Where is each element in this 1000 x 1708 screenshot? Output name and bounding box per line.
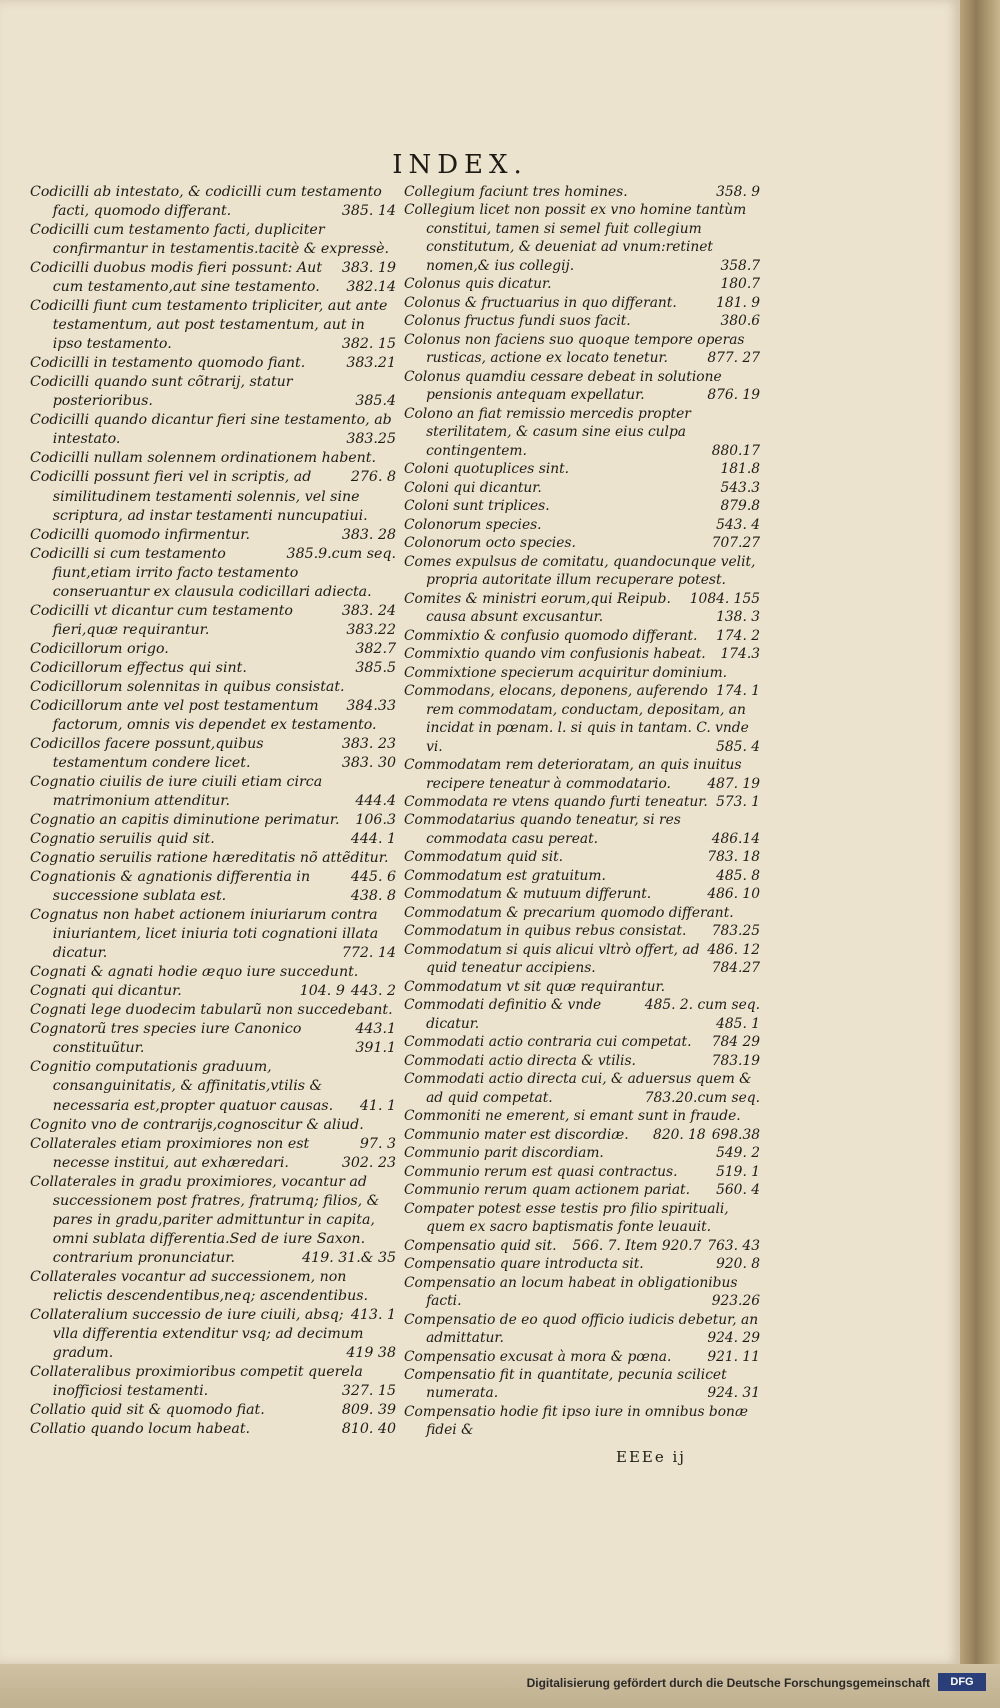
index-entry	[404, 553, 760, 607]
index-entry	[404, 1144, 760, 1162]
entry-text: Codicilli nullam solennem ordinationem habent.	[30, 450, 377, 467]
entry-text: Colono an fiat remissio mercedis propter sterilitatem, & casum sine eius culpa contingentem.	[404, 405, 691, 459]
index-entry	[404, 664, 760, 700]
index-entry	[30, 297, 396, 354]
index-entry	[404, 1070, 760, 1107]
entry-text: Cognati & agnati hodie æquo iure succedunt.	[30, 964, 359, 981]
page-reference: 413. 1	[350, 1306, 396, 1323]
page-reference: 443. 2	[350, 983, 396, 1000]
entry-text: Commodati actio contraria cui competat.	[404, 1034, 692, 1051]
page-reference: 810. 40	[341, 1421, 396, 1438]
page-reference: 543. 4	[716, 516, 760, 533]
entry-text: Compensatio excusat à mora & pœna.	[404, 1348, 672, 1365]
entry-text: Communio parit discordiam.	[404, 1145, 604, 1162]
index-entry	[404, 1348, 760, 1366]
index-entry	[30, 678, 396, 714]
entry-text: Commodatum & mutuum differunt.	[404, 886, 652, 903]
page-reference: 921. 11	[707, 1348, 760, 1365]
entry-text: Commodatarius quando teneatur, si res commodata casu pereat.	[404, 812, 681, 847]
dfg-logo: DFG	[938, 1673, 986, 1691]
index-entry	[404, 405, 760, 460]
page-reference: 585. 4	[716, 738, 760, 755]
index-entry	[30, 1135, 396, 1173]
entry-text: Codicilli cum testamento facti, dupliciter confirmantur in testamentis.tacitè & expressè.	[30, 222, 390, 258]
index-entry	[404, 368, 760, 405]
page-reference: 783.19	[711, 1052, 760, 1069]
entry-text: Coloni qui dicantur.	[404, 479, 542, 496]
page-reference: 382.7	[355, 640, 396, 657]
entry-text: Commoniti ne emerent, si emant sunt in fraude.	[404, 1108, 741, 1125]
index-entry	[30, 1020, 396, 1058]
entry-text: Compensatio quare introducta sit.	[404, 1256, 644, 1273]
index-entry	[30, 830, 396, 849]
page-reference: 487. 19	[707, 775, 760, 792]
entry-text: Commodati actio directa & vtilis.	[404, 1052, 636, 1069]
index-entry	[30, 868, 396, 906]
entry-text: Collegium faciunt tres homines.	[404, 184, 628, 200]
index-entry	[404, 312, 760, 330]
entry-text: Collatio quid sit & quomodo fiat.	[30, 1402, 265, 1418]
page-reference: 385.5	[355, 659, 396, 676]
page-reference: 383.25	[346, 431, 396, 448]
page-reference: 276. 8	[350, 469, 396, 486]
entry-text: Collateralium successio de iure ciuili, absq; vlla differentia extenditur vsq; ad decimum gradum.	[30, 1306, 364, 1361]
index-entry	[404, 534, 760, 552]
page-reference: 385. 14	[341, 203, 396, 220]
entry-text: Cognatorũ tres species iure Canonico constituũtur.	[30, 1021, 302, 1057]
page-reference: 876. 19	[707, 387, 760, 404]
page-reference: 181. 9	[716, 294, 760, 311]
page-reference: 382. 15	[341, 336, 396, 353]
page-reference: 820. 18	[653, 1126, 706, 1143]
page-reference: 486. 10	[707, 886, 760, 903]
index-entry	[404, 867, 760, 885]
digitization-credit: Digitalisierung gefördert durch die Deutsche Forschungsgemeinschaft	[526, 1676, 930, 1690]
page-reference: 879.8	[720, 498, 760, 515]
page-reference: 485. 1	[716, 1015, 760, 1032]
page-reference: 784.27	[711, 960, 760, 977]
entry-text: Codicilli vt dicantur cum testamento fieri,quæ requirantur.	[30, 602, 293, 638]
page-reference: 924. 31	[707, 1385, 760, 1402]
index-entry	[30, 1363, 396, 1401]
page-reference: 763. 43	[707, 1237, 760, 1254]
entry-text: Cognatio an capitis diminutione perimatur.	[30, 812, 340, 829]
index-entry	[404, 793, 760, 811]
page-reference: 385.4	[355, 393, 396, 410]
page-reference: 383. 19	[341, 260, 396, 277]
entry-text: Collaterales etiam proximiores non est necesse institui, aut exhæredari.	[30, 1135, 310, 1171]
page-reference: 772. 14	[341, 945, 396, 962]
page-reference: 384.33	[346, 697, 396, 714]
index-entry	[30, 1268, 396, 1323]
index-entry	[404, 1181, 760, 1199]
entry-text: Codicilli quando sunt cõtrarij, statur posterioribus.	[30, 374, 293, 410]
index-entry	[404, 627, 760, 645]
index-entry	[30, 640, 396, 659]
page-reference: 391.1	[355, 1040, 396, 1057]
entry-text: Colonus & fructuarius in quo differant.	[404, 294, 677, 311]
page-reference: 180.7	[720, 276, 760, 293]
entry-text: Coloni sunt triplices.	[404, 498, 550, 515]
entry-text: Commixtione specierum acquiritur dominium.	[404, 664, 728, 681]
entry-text: Commodata re vtens quando furti teneatur.	[404, 793, 708, 810]
page-reference: 302. 23	[341, 1154, 396, 1171]
page-reference: 106.3	[355, 812, 396, 829]
page-reference: 485. 2. cum seq.	[644, 997, 760, 1014]
entry-text: Cognatio ciuilis de iure ciuili etiam circa matrimonium attenditur.	[30, 773, 323, 809]
entry-text: Codicilli in testamento quomodo fiant.	[30, 355, 306, 372]
page-reference: 97. 3	[359, 1135, 396, 1152]
page-reference: 486. 12	[707, 941, 760, 958]
left-column	[30, 183, 396, 1439]
entry-text: Codicilli si cum testamento fiunt,etiam irrito facto testamento conseruantur ex clausula codicillari adiecta.	[30, 545, 372, 600]
entry-text: Communio mater est discordiæ.	[404, 1126, 629, 1143]
entry-text: Colonus fructus fundi suos facit.	[404, 313, 631, 330]
entry-text: Colonorum species.	[404, 516, 542, 533]
entry-text: Cognationis & agnationis differentia in successione sublata est.	[30, 869, 311, 905]
entry-text: Codicillorum solennitas in quibus consistat.	[30, 678, 345, 695]
page-reference: 104. 9	[299, 983, 345, 1000]
entry-text: Codicillorum origo.	[30, 640, 169, 657]
index-entry	[404, 1403, 760, 1440]
index-entry	[30, 1058, 396, 1115]
entry-text: Compensatio quid sit.	[404, 1237, 557, 1254]
page-reference: 383. 23	[341, 735, 396, 752]
index-entry	[404, 756, 760, 793]
index-entry	[30, 354, 396, 373]
page-reference: 560. 4	[716, 1182, 760, 1199]
entry-text: Codicillorum effectus qui sint.	[30, 659, 247, 676]
entry-text: Comes expulsus de comitatu, quandocunque velit, propria autoritate illum recuperare potest.	[404, 553, 756, 589]
entry-text: Colonus quamdiu cessare debeat in solutione pensionis antequam expellatur.	[404, 368, 722, 404]
index-entry	[30, 1116, 396, 1152]
index-entry	[404, 1163, 760, 1181]
page-reference: 783. 18	[707, 849, 760, 866]
entry-text: Cognitio computationis graduum, consanguinitatis, & affinitatis,vtilis & necessaria est,propter quatuor causas.	[30, 1059, 334, 1114]
page-reference: 385.9.cum seq.	[286, 545, 396, 562]
page-reference: 573. 1	[716, 793, 760, 810]
page-reference: 784 29	[711, 1034, 760, 1051]
page-reference: 924. 29	[707, 1330, 760, 1347]
entry-text: Commixtio quando vim confusionis habeat.	[404, 646, 706, 663]
entry-text: Commodans, elocans, deponens, auferendo rem commodatam, conductam, depositam, an incidat in pœnam. l. si quis in tantam. C. vnde vi.	[404, 683, 749, 755]
index-entry	[30, 183, 396, 221]
entry-text: Cognati qui dicantur.	[30, 983, 182, 1000]
index-entry	[30, 773, 396, 811]
index-entry	[30, 982, 396, 1001]
page-reference: 877. 27	[707, 350, 760, 367]
entry-text: Coloni quotuplices sint.	[404, 461, 570, 478]
page-reference: 549. 2	[716, 1145, 760, 1162]
entry-text: Collegium licet non possit ex vno homine tantùm constitui, tamen si semel fuit collegium constitutum, & deueniat ad vnum:retinet nomen,& ius collegij.	[404, 202, 747, 274]
entry-text: Colonorum octo species.	[404, 535, 576, 552]
page-reference: 358. 9	[716, 184, 760, 200]
index-entry	[30, 1001, 396, 1038]
page-reference: 382.14	[346, 279, 396, 296]
page-reference: 923.26	[711, 1293, 760, 1310]
page-reference: 698.38	[711, 1126, 760, 1143]
index-entry	[404, 1311, 760, 1348]
entry-text: Commixtio & confusio quomodo differant.	[404, 627, 698, 644]
page-reference: 543.3	[720, 479, 760, 496]
page-reference: 138. 3	[716, 609, 760, 626]
entry-text: Codicilli duobus modis fieri possunt: Aut cum testamento,aut sine testamento.	[30, 260, 323, 296]
index-entry	[404, 331, 760, 368]
page-reference: 485. 8	[716, 867, 760, 884]
page-reference: 566. 7. Item 920.7	[572, 1237, 702, 1254]
entry-text: Compensatio fit in quantitate, pecunia scilicet numerata.	[404, 1367, 727, 1402]
entry-text: Commodatum in quibus rebus consistat.	[404, 923, 687, 940]
page-reference: 419 38	[346, 1344, 396, 1361]
entry-text: Commodatum quid sit.	[404, 849, 564, 866]
entry-text: Commodatum est gratuitum.	[404, 867, 606, 884]
right-column	[404, 183, 760, 1440]
index-entry	[30, 373, 396, 411]
page-reference: 707.27	[711, 535, 760, 552]
index-entry	[30, 1306, 396, 1363]
page-reference: 383. 24	[341, 602, 396, 619]
entry-text: Compensatio hodie fit ipso iure in omnibus bonæ fidei &	[404, 1403, 748, 1439]
index-entry	[404, 682, 760, 756]
entry-text: Commodati definitio & vnde dicatur.	[404, 997, 602, 1032]
entry-text: Codicillorum ante vel post testamentum factorum, omnis vis dependet ex testamento.	[30, 697, 377, 733]
entry-text: Compater potest esse testis pro filio spirituali, quem ex sacro baptismatis fonte leuauit.	[404, 1200, 729, 1236]
entry-text: Codicilli ab intestato, & codicilli cum testamento facti, quomodo differant.	[30, 184, 382, 220]
page-reference: 444.4	[355, 793, 396, 809]
entry-text: Cognati lege duodecim tabularũ non succedebant.	[30, 1002, 393, 1019]
index-entry	[404, 645, 760, 663]
page-reference: 383.22	[346, 621, 396, 638]
index-entry	[30, 1401, 396, 1420]
signature-mark: EEEe ij	[616, 1448, 686, 1466]
entry-text: Codicilli quomodo infirmentur.	[30, 526, 250, 543]
entry-text: Commodatum vt sit quæ requirantur.	[404, 978, 666, 995]
page-reference: 443.1	[355, 1021, 396, 1038]
index-entry	[30, 449, 396, 486]
entry-text: Codicilli quando dicantur fieri sine testamento, ab intestato.	[30, 412, 392, 448]
entry-text: Codicilli possunt fieri vel in scriptis, ad similitudinem testamenti solennis, vel sine scriptura, ad instar testamenti nuncupatiui.	[30, 469, 368, 524]
index-entry	[404, 1366, 760, 1403]
index-entry	[404, 811, 760, 848]
entry-text: Cognito vno de contrarijs,cognoscitur & aliud.	[30, 1116, 364, 1133]
page-reference: 438. 8	[350, 888, 396, 905]
entry-text: Compensatio an locum habeat in obligationibus facti.	[404, 1274, 738, 1310]
index-entry	[30, 411, 396, 449]
index-entry	[404, 1052, 760, 1070]
page-reference: 419. 31.& 35	[302, 1249, 396, 1266]
index-entry	[30, 1420, 396, 1439]
entry-text: Commodati actio directa cui, & aduersus quem & ad quid competat.	[404, 1071, 752, 1106]
entry-text: Collatio quando locum habeat.	[30, 1421, 251, 1438]
page-reference: 174.3	[720, 646, 760, 663]
index-entry	[404, 1255, 760, 1273]
page-reference: 174. 1	[716, 683, 760, 700]
index-entry	[404, 516, 760, 534]
page-edge	[960, 0, 1000, 1664]
entry-text: Cognatio seruilis quid sit.	[30, 831, 215, 848]
page-reference: 519. 1	[716, 1163, 760, 1180]
entry-text: Commodatum & precarium quomodo differant.	[404, 904, 734, 921]
page-reference: 783.25	[711, 923, 760, 940]
page-reference: 1084. 155	[689, 590, 760, 607]
index-entry	[404, 275, 760, 293]
entry-text: Communio rerum est quasi contractus.	[404, 1163, 678, 1180]
index-entry	[404, 201, 760, 275]
page-reference: 809. 39	[341, 1402, 396, 1418]
page-reference: 41. 1	[359, 1097, 396, 1114]
entry-text: Comites & ministri eorum,qui Reipub. causa absunt excusantur.	[404, 590, 671, 626]
index-entry	[404, 479, 760, 497]
page-reference: 380.6	[720, 313, 760, 330]
entry-text: Colonus quis dicatur.	[404, 276, 552, 293]
index-entry	[404, 1274, 760, 1311]
page-reference: 783.20.cum seq.	[644, 1089, 760, 1106]
page-reference: 920. 8	[716, 1256, 760, 1273]
index-entry	[404, 1033, 760, 1051]
index-entry	[30, 811, 396, 830]
page-reference: 383. 30	[341, 754, 396, 771]
page-header: INDEX.	[392, 150, 528, 180]
index-entry	[404, 885, 760, 903]
page-reference: 174. 2	[716, 627, 760, 644]
index-entry	[404, 848, 760, 866]
index-entry	[30, 659, 396, 678]
page-reference: 880.17	[711, 442, 760, 459]
index-entry	[404, 294, 760, 312]
page-reference: 327. 15	[341, 1382, 396, 1399]
page-reference: 358.7	[720, 257, 760, 274]
entry-text: Compensatio de eo quod officio iudicis debetur, an admittatur.	[404, 1311, 759, 1347]
index-entry	[404, 497, 760, 515]
entry-text: Commodatum si quis alicui vltrò offert, ad quid teneatur accipiens.	[404, 941, 700, 977]
entry-text: Collaterales in gradu proximiores, vocantur ad successionem post fratres, fratrumq; filios, & pares in gradu,pariter admittuntur in capita, omni sublata differentia.Sed de iure Saxon. contrarium pronunciatur.	[30, 1173, 380, 1266]
page-reference: 445. 6	[350, 869, 396, 886]
index-entry	[30, 849, 396, 886]
page-reference: 444. 1	[350, 831, 396, 848]
entry-text: Colonus non faciens suo quoque tempore operas rusticas, actione ex locato tenetur.	[404, 331, 745, 367]
entry-text: Communio rerum quam actionem pariat.	[404, 1182, 690, 1199]
page-reference: 486.14	[711, 830, 760, 847]
page-reference: 383. 28	[341, 526, 396, 543]
page-reference: 181.8	[720, 461, 760, 478]
entry-text: Codicillos facere possunt,quibus testamentum condere licet.	[30, 735, 264, 771]
index-entry	[30, 221, 396, 277]
entry-text: Collateralibus proximioribus competit querela inofficiosi testamenti.	[30, 1363, 363, 1399]
entry-text: Codicilli fiunt cum testamento tripliciter, aut ante testamentum, aut post testamentum, aut in ipso testamento.	[30, 298, 388, 353]
index-entry	[404, 183, 760, 201]
index-entry	[30, 1173, 396, 1268]
index-entry	[404, 460, 760, 478]
entry-text: Cognatus non habet actionem iniuriarum contra iniuriantem, licet iniuria toti cognationi illata dicatur.	[30, 907, 379, 962]
page-reference: 383.21	[346, 355, 396, 372]
entry-text: Cognatio seruilis ratione hæreditatis nõ attẽditur.	[30, 850, 389, 867]
index-entry	[404, 978, 760, 1014]
entry-text: Collaterales vocantur ad successionem, non relictis descendentibus,neq; ascendentibus.	[30, 1268, 369, 1304]
entry-text: Commodatam rem deterioratam, an quis inuitus recipere teneatur à commodatario.	[404, 757, 742, 792]
index-entry	[30, 906, 396, 963]
